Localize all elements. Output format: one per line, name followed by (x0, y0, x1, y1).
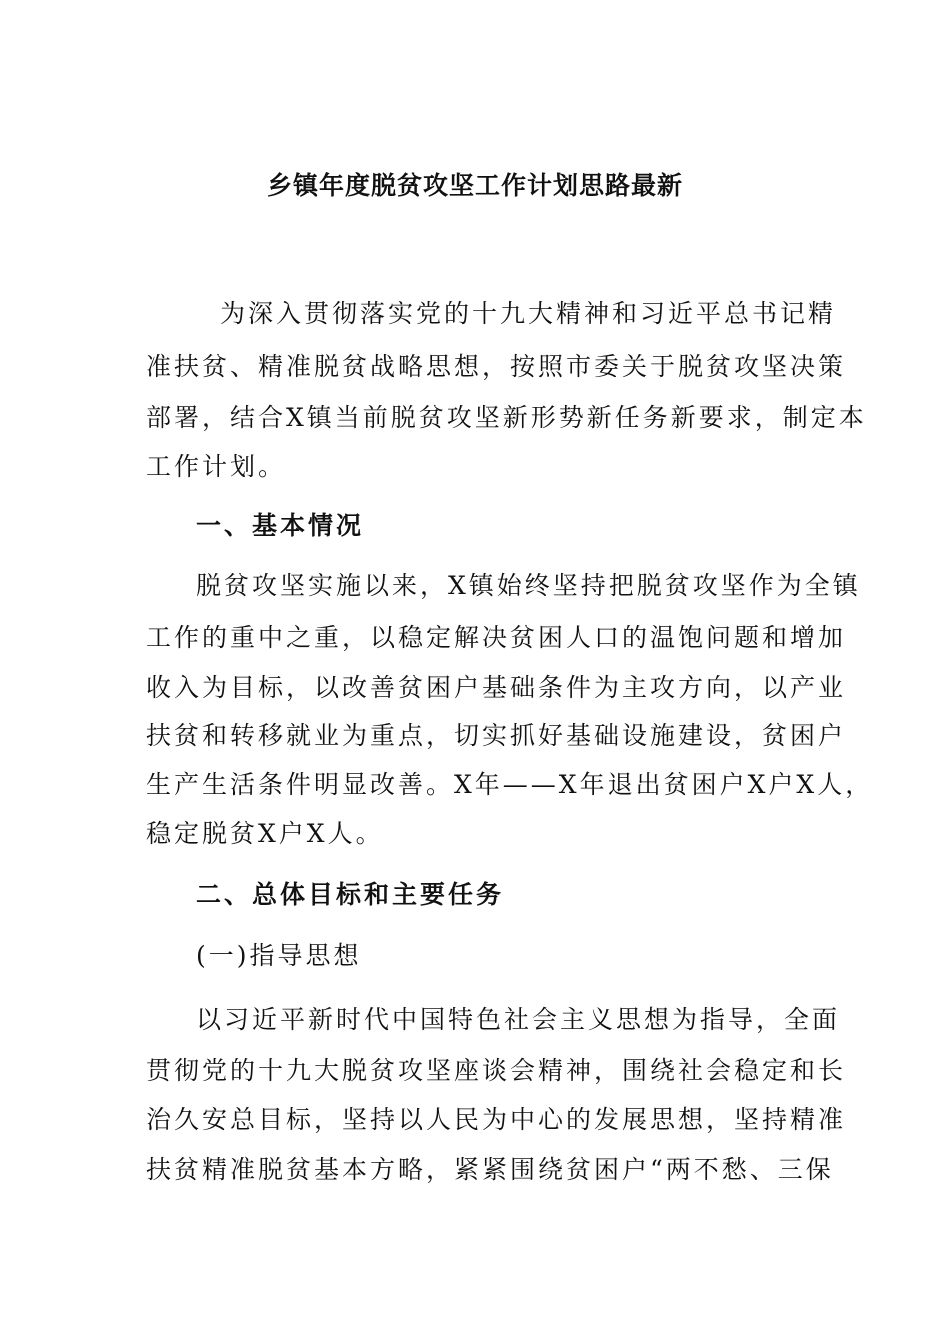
section-heading-goals: 二、总体目标和主要任务 (196, 880, 505, 909)
section2-line-3: 治久安总目标，坚持以人民为中心的发展思想，坚持精准 (146, 1105, 847, 1134)
intro-line-4: 工作计划。 (146, 452, 287, 481)
section1-line-5: 生产生活条件明显改善。X年——X年退出贫困户X户X人， (146, 770, 874, 799)
section2-line-2: 贯彻党的十九大脱贫攻坚座谈会精神，围绕社会稳定和长 (146, 1056, 847, 1085)
section2-line-4: 扶贫精准脱贫基本方略，紧紧围绕贫困户“两不愁、三保 (146, 1155, 834, 1184)
subheading-guiding-thought: (一)指导思想 (196, 941, 362, 970)
section1-line-6: 稳定脱贫X户X人。 (146, 819, 384, 848)
section1-line-4: 扶贫和转移就业为重点，切实抓好基础设施建设，贫困户 (146, 721, 847, 750)
section1-line-3: 收入为目标，以改善贫困户基础条件为主攻方向，以产业 (146, 673, 847, 702)
intro-line-2: 准扶贫、精准脱贫战略思想，按照市委关于脱贫攻坚决策 (146, 352, 847, 381)
section1-line-2: 工作的重中之重，以稳定解决贫困人口的温饱问题和增加 (146, 623, 847, 652)
section1-line-1: 脱贫攻坚实施以来，X镇始终坚持把脱贫攻坚作为全镇 (196, 571, 861, 600)
intro-line-1: 为深入贯彻落实党的十九大精神和习近平总书记精 (220, 299, 837, 328)
section2-line-1: 以习近平新时代中国特色社会主义思想为指导，全面 (196, 1005, 841, 1034)
section-heading-basic: 一、基本情况 (196, 511, 365, 540)
document-title: 乡镇年度脱贫攻坚工作计划思路最新 (266, 171, 683, 200)
intro-line-3: 部署，结合X镇当前脱贫攻坚新形势新任务新要求，制定本 (146, 403, 867, 432)
